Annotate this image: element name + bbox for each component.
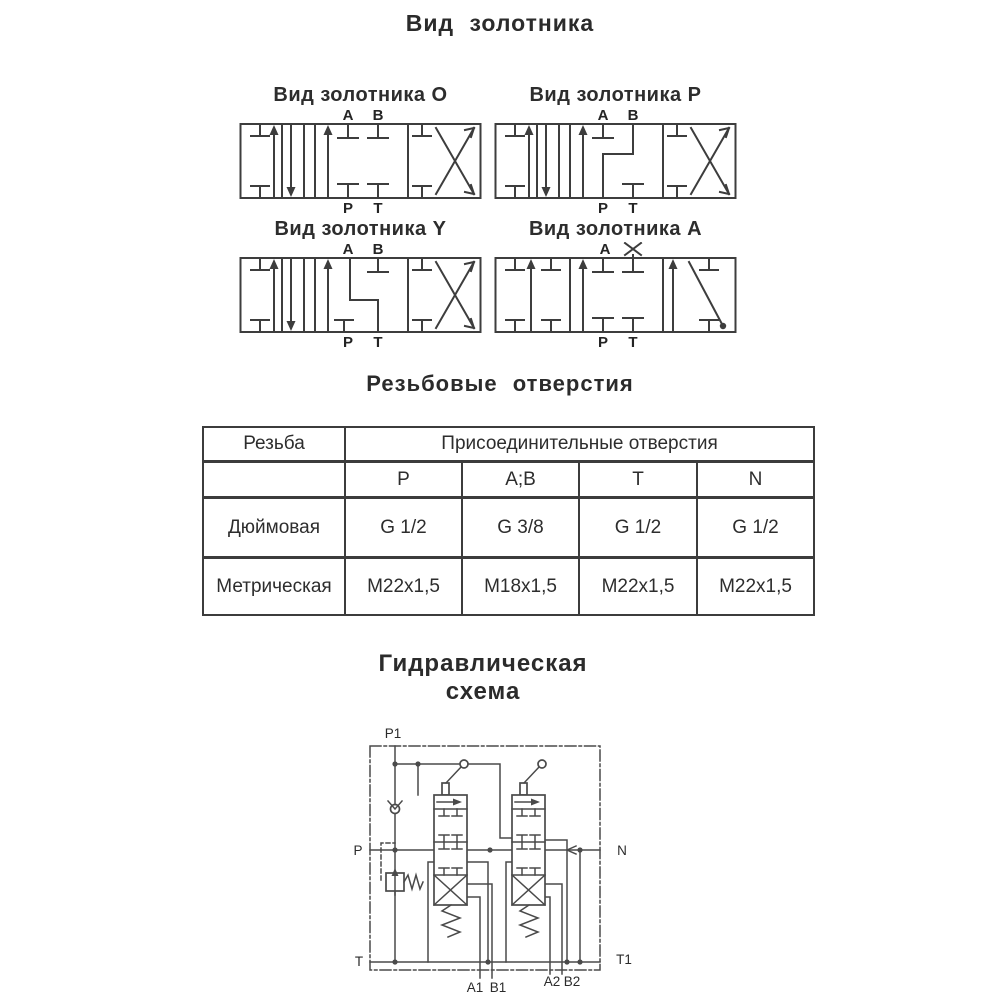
flow-arrow-icon	[287, 260, 305, 331]
table-header-group: Присоединительные отверстия	[345, 427, 814, 462]
spool-diagram-a	[492, 218, 739, 352]
flow-arrow-icon	[270, 259, 279, 330]
port-label-b: B	[372, 108, 384, 124]
blocked-port-icon	[413, 124, 431, 198]
port-label-p: P	[597, 334, 609, 351]
blocked-port-icon	[335, 320, 353, 332]
row-name: Метрическая	[203, 558, 345, 616]
blocked-port-icon	[251, 124, 269, 198]
spool-symbol-a-svg	[493, 242, 738, 352]
flow-arrow-icon	[324, 259, 333, 330]
table-cell: M18x1,5	[462, 558, 579, 616]
port-label-t: T	[373, 200, 383, 217]
valve-body	[241, 258, 481, 332]
spool-caption-y: Вид золотника Y	[274, 218, 447, 240]
table-row	[203, 498, 814, 558]
lever-icon	[442, 760, 468, 795]
control-valve-1	[434, 760, 468, 937]
channel-line	[350, 258, 378, 332]
flow-arrow-icon	[579, 259, 588, 330]
port-label-b1: B1	[489, 980, 507, 995]
blocked-port-icon	[542, 258, 560, 332]
port-label-a: A	[342, 108, 354, 124]
table-cell: G 1/2	[697, 498, 814, 558]
thread-table	[202, 426, 815, 616]
blocked-port-icon	[593, 318, 643, 332]
port-label-n: N	[617, 843, 627, 858]
spool-caption-a: Вид золотника А	[528, 218, 703, 240]
table-cell: G 1/2	[345, 498, 462, 558]
port-label-t: T	[628, 200, 638, 217]
crossed-flow-icon	[691, 128, 729, 194]
crossed-flow-icon	[436, 262, 474, 328]
relief-valve-icon	[381, 843, 423, 895]
port-label-t1: T1	[616, 952, 632, 967]
lever-icon	[520, 760, 546, 795]
blocked-port-icon	[668, 124, 686, 198]
channel-line	[603, 124, 633, 198]
blocked-port-icon	[368, 258, 388, 272]
port-label-p: P	[597, 200, 609, 217]
spool-diagram-o	[237, 84, 484, 218]
port-label-p: P	[342, 200, 354, 217]
table-cell: M22x1,5	[345, 558, 462, 616]
spring-icon	[442, 905, 460, 937]
table-cell-empty	[203, 462, 345, 498]
valve-body	[496, 124, 736, 198]
table-header-port-p: P	[345, 462, 462, 498]
spool-caption-o: Вид золотника О	[273, 84, 448, 106]
spool-symbol-o-svg	[238, 108, 483, 218]
table-cell: G 1/2	[579, 498, 697, 558]
port-label-a: A	[599, 242, 611, 258]
spring-icon	[520, 905, 538, 937]
table-header-thread: Резьба	[203, 427, 345, 462]
blocked-port-icon	[700, 258, 718, 332]
flow-arrow-icon	[324, 125, 333, 196]
table-header-port-ab: A;B	[462, 462, 579, 498]
port-label-b: B	[372, 242, 384, 258]
flow-arrow-icon	[270, 125, 279, 196]
plugged-port-icon	[625, 243, 641, 258]
flow-arrow-icon	[669, 259, 678, 330]
valve-body	[241, 124, 481, 198]
flow-arrow-icon	[527, 259, 536, 330]
table-header-port-t: T	[579, 462, 697, 498]
schematic-title: Гидравлическая схема	[378, 650, 588, 705]
crossed-flow-icon	[436, 128, 474, 194]
port-label-a2: A2	[543, 974, 561, 989]
blocked-port-icon	[506, 124, 524, 198]
port-label-a1: A1	[466, 980, 484, 995]
port-label-p: P	[342, 334, 354, 351]
port-label-b: B	[627, 108, 639, 124]
page-title: Вид золотника	[405, 10, 595, 36]
thread-table-title: Резьбовые отверстия	[366, 371, 634, 396]
flow-arrow-icon	[579, 125, 588, 196]
blocked-port-icon	[623, 184, 643, 198]
port-label-a: A	[597, 108, 609, 124]
blocked-port-icon	[413, 258, 431, 332]
blocked-port-icon	[338, 184, 388, 198]
boundary-box	[370, 746, 600, 970]
control-valve-2	[512, 760, 546, 937]
spool-caption-p: Вид золотника Р	[529, 84, 702, 106]
port-label-t: T	[354, 954, 364, 969]
port-label-p: P	[353, 843, 363, 858]
port-label-t: T	[628, 334, 638, 351]
flow-arrow-icon	[542, 126, 560, 197]
blocked-port-icon	[593, 258, 643, 272]
table-header-port-n: N	[697, 462, 814, 498]
blocked-port-icon	[593, 124, 613, 138]
spool-diagram-y	[237, 218, 484, 352]
flow-arrow-icon	[287, 126, 305, 197]
blocked-port-icon	[338, 124, 388, 138]
table-cell: M22x1,5	[579, 558, 697, 616]
spool-diagram-p	[492, 84, 739, 218]
blocked-port-icon	[251, 258, 269, 332]
table-row	[203, 558, 814, 616]
port-label-t: T	[373, 334, 383, 351]
port-label-a: A	[342, 242, 354, 258]
row-name: Дюймовая	[203, 498, 345, 558]
blocked-port-icon	[506, 258, 524, 332]
table-cell: M22x1,5	[697, 558, 814, 616]
port-label-b2: B2	[563, 974, 581, 989]
spool-symbol-y-svg	[238, 242, 483, 352]
table-cell: G 3/8	[462, 498, 579, 558]
valve-body	[496, 258, 736, 332]
spool-symbol-p-svg	[493, 108, 738, 218]
hydraulic-schematic-svg	[348, 712, 678, 1002]
port-label-p1: P1	[384, 726, 402, 741]
flow-arrow-icon	[525, 125, 534, 196]
